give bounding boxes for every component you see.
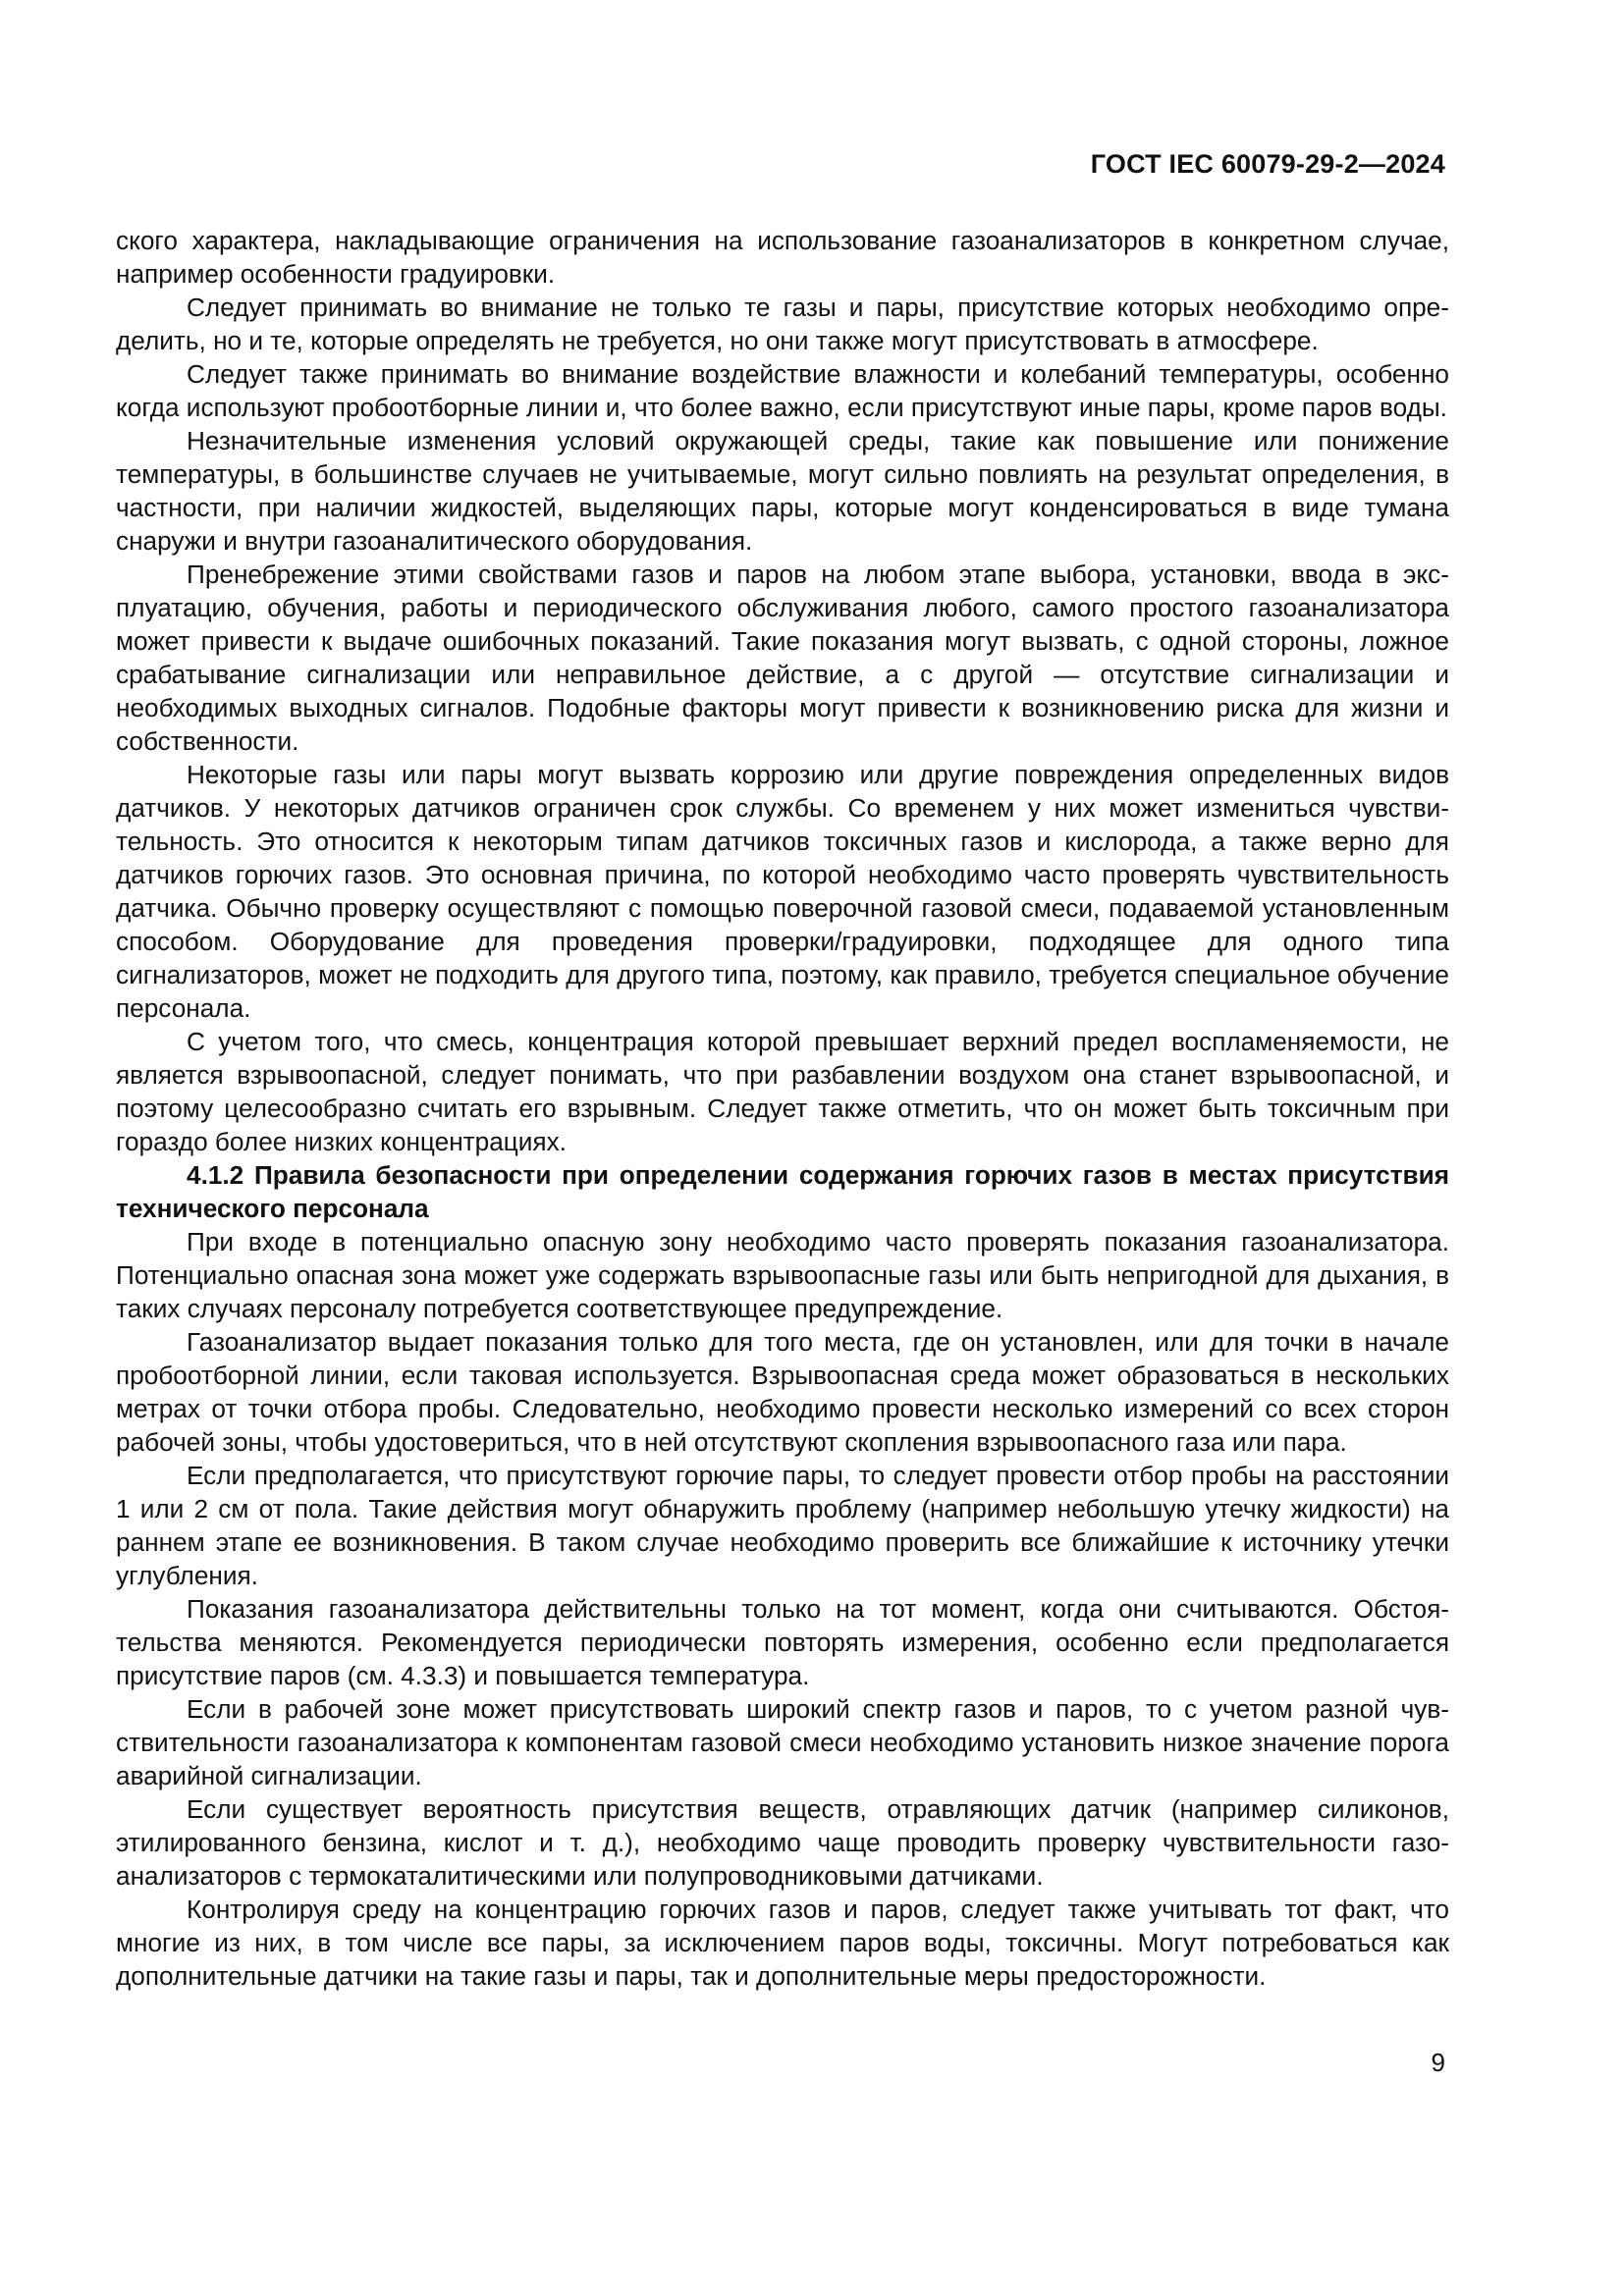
document-header-code: ГОСТ IEC 60079-29-2—2024 — [1090, 149, 1445, 179]
paragraph: Контролируя среду на концентрацию горючих газов и паров, следует также учитывать тот факт, что многие из них, в том числе все пары, за исключением паров воды, токсичны. Могут потребоваться как дополнительные датчики на такие газы и пары, так и дополнительные меры предосторожности. — [116, 1895, 1449, 1991]
paragraph: Следует принимать во внимание не только те газы и пары, присутствие которых необходимо определить, но и те, которые определять не требуется, но они также могут присутствовать в атмосфере. — [116, 293, 1449, 355]
paragraph: Если предполагается, что присутствуют горючие пары, то следует провести отбор пробы на расстоянии 1 или 2 см от пола. Такие действия могут обнаружить проблему (например небольшую утечку жидкости) на раннем этапе ее возникновения. В таком случае необходимо проверить все ближайшие к источнику утечки углубления. — [116, 1461, 1449, 1590]
paragraph: Некоторые газы или пары могут вызвать коррозию или другие повреждения определенных видов датчиков. У некоторых датчиков ограничен срок службы. Со временем у них может измениться чувствительность. Это относится к некоторым типам датчиков токсичных газов и кислорода, а также верно для датчиков горючих газов. Это основная причина, по которой необходимо часто проверять чувствительность датчика. Обычно проверку осуществляют с помощью поверочной газовой смеси, подаваемой установленным способом. Оборудование для проведения проверки/градуировки, подходящее для одного типа сигнализаторов, может не подходить для другого типа, поэтому, как правило, требуется специальное обучение персонала. — [116, 760, 1449, 1023]
paragraph: При входе в потенциально опасную зону необходимо часто проверять показания газоанализатора. Потенциально опасная зона может уже содержать взрывоопасные газы или быть непригодной для дыхания, в таких случаях персоналу потребуется соответствующее предупреждение. — [116, 1227, 1449, 1323]
page-number: 9 — [1431, 2048, 1445, 2077]
paragraph: Пренебрежение этими свойствами газов и паров на любом этапе выбора, установки, ввода в эксплуатацию, обучения, работы и периодического обслуживания любого, самого простого газоанализатора может привести к выдаче ошибочных показаний. Такие показания могут вызвать, с одной стороны, ложное срабатывание сигнализации или неправильное действие, а с другой — отсутствие сигнализации и необходимых выходных сигналов. Подобные факторы могут привести к возникновению риска для жизни и собственности. — [116, 560, 1449, 756]
document-body — [116, 224, 1449, 1993]
paragraph: Незначительные изменения условий окружающей среды, такие как повышение или понижение температуры, в большинстве случаев не учитываемые, могут сильно повлиять на результат определения, в частности, при наличии жидкостей, выделяющих пары, которые могут конденсироваться в виде тумана снаружи и внутри газоаналитического оборудования. — [116, 426, 1449, 556]
paragraph: Показания газоанализатора действительны только на тот момент, когда они считываются. Обстоятельства меняются. Рекомендуется периодически повторять измерения, особенно если предполагается присутствие паров (см. 4.3.3) и повышается температура. — [116, 1594, 1449, 1690]
paragraph: Если существует вероятность присутствия веществ, отравляющих датчик (например силиконов, этилированного бензина, кислот и т. д.), необходимо чаще проводить проверку чувствительности газоанализаторов с термокаталитическими или полупроводниковыми датчиками. — [116, 1794, 1449, 1891]
paragraph: Если в рабочей зоне может присутствовать широкий спектр газов и паров, то с учетом разной чувствительности газоанализатора к компонентам газовой смеси необходимо установить низкое значение порога аварийной сигнализации. — [116, 1694, 1449, 1790]
section-heading: 4.1.2 Правила безопасности при определении содержания горючих газов в местах присутствия технического персонала — [116, 1160, 1449, 1223]
paragraph: С учетом того, что смесь, концентрация которой превышает верхний предел воспламеняемости, не является взрывоопасной, следует понимать, что при разбавлении воздухом она станет взрывоопасной, и поэтому целесообразно считать его взрывным. Следует также отметить, что он может быть токсичным при гораздо более низких концентрациях. — [116, 1027, 1449, 1156]
paragraph: ского характера, накладывающие ограничения на использование газоанализаторов в конкретном случае, например особенности градуировки. — [116, 226, 1449, 289]
paragraph: Газоанализатор выдает показания только для того места, где он установлен, или для точки в начале пробоотборной линии, если таковая используется. Взрывоопасная среда может образоваться в нескольких метрах от точки отбора пробы. Следовательно, необходимо провести несколько измерений со всех сторон рабочей зоны, чтобы удостовериться, что в ней отсутствуют скопления взрывоопасного газа или пара. — [116, 1327, 1449, 1457]
paragraph: Следует также принимать во внимание воздействие влажности и колебаний температуры, особенно когда используют пробоотборные линии и, что более важно, если присутствуют иные пары, кроме паров воды. — [116, 359, 1449, 422]
